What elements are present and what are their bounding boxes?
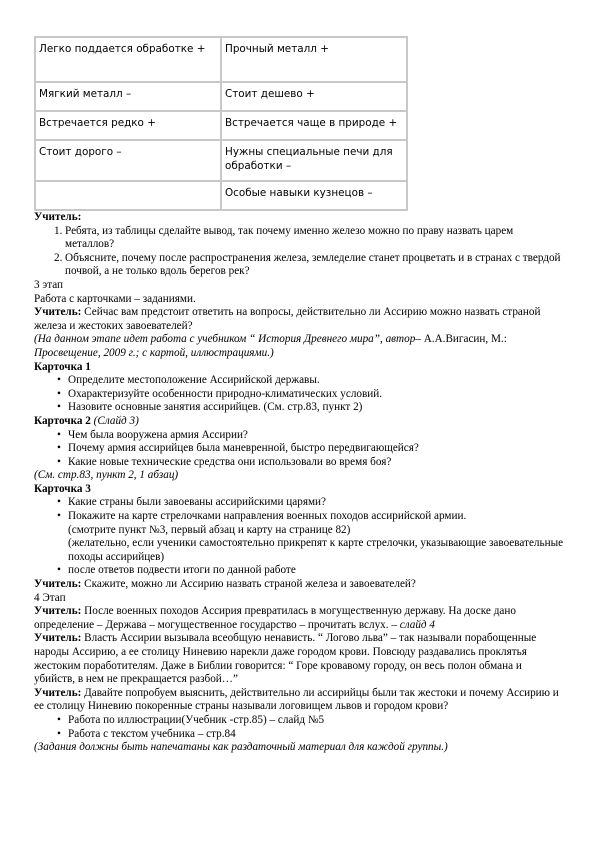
card-title: Карточка 3 (34, 482, 91, 495)
list-item-text: Какие страны были завоеваны ассирийскими царями? (68, 496, 327, 509)
teacher-paragraph (34, 578, 564, 592)
table-cell (35, 181, 221, 210)
card-title (34, 415, 564, 429)
list-item-text: после ответов подвести итоги по данной работе (68, 564, 296, 577)
list-item-text: Охарактеризуйте особенности природно-климатических условий. (68, 387, 383, 400)
list-number: 1. (54, 224, 63, 237)
table-cell: Стоит дорого – (35, 140, 221, 181)
list-subnote: (желательно, если ученики самостоятельно прикрепят к карте стрелочки, указывающие завоевательные походы ассирийцев) (68, 537, 564, 563)
table-cell: Встречается редко + (35, 111, 221, 140)
list-item-text: Ребята, из таблицы сделайте вывод, так почему именно железо можно по праву назвать царем металлов? (65, 224, 514, 251)
card-title: Карточка 1 (34, 360, 91, 373)
table-cell: Легко поддается обработке + (35, 37, 221, 82)
bullet-icon: • (57, 564, 61, 577)
bullet-icon: • (57, 496, 61, 509)
paragraph-text: После военных походов Ассирия превратилась в могущественную державу. На доске дано определение – Держава – могущественное государство – прочитать вслух. – (34, 605, 516, 631)
list-item-text: Определите местоположение Ассирийской державы. (68, 374, 320, 387)
document-page (34, 36, 564, 755)
list-item-text: Чем была вооружена армия Ассирии? (68, 428, 248, 441)
list-number: 2. (54, 251, 63, 264)
bullet-icon: • (57, 442, 61, 455)
bullet-icon: • (57, 428, 61, 441)
list-item-text: Покажите на карте стрелочками направления военных походов ассирийской армии. (68, 510, 467, 523)
paragraph-text: Власть Ассирии вызывала всеобщую ненависть. “ Логово льва” – так называли порабощенные народы Ассирию, а ее столицу Ниневию нарекли даже городом крови. Повсюду раздавались проклятья жестоким поработителям. Даже в Библии говорится: “ Горе кровавому городу, он весь полон обмана и убийств, в нем не прекращается разбой…” (34, 632, 537, 686)
lesson-text (34, 211, 564, 755)
teacher-paragraph (34, 632, 564, 686)
slide-ref: (Слайд 3) (90, 414, 139, 427)
paragraph-text: Сейчас вам предстоит ответить на вопросы, действительно ли Ассирию можно назвать страной железа и жестоких завоевателей? (34, 306, 541, 332)
list-item (34, 429, 564, 443)
list-item-text: Работа с текстом учебника – стр.84 (68, 727, 236, 740)
teacher-paragraph (34, 605, 564, 632)
note-text: Просвещение, 2009 г.; с картой, иллюстрациями.) (34, 346, 274, 359)
paragraph-text: Давайте попробуем выяснить, действительно ли ассирийцы были так жестоки и почему Ассирию и ее столицу Ниневию покоренные страны называли логовищем львов и городом крови? (34, 686, 559, 713)
stage-heading: 3 этап (34, 278, 64, 291)
teacher-paragraph (34, 306, 564, 333)
note-text: (На данном этапе идет работа с учебником “ История Древнего мира”, автор– (34, 333, 421, 346)
task-list (34, 714, 564, 741)
question-list (34, 225, 564, 279)
card-title-text: Карточка 2 (34, 414, 91, 427)
iron-properties-table (34, 36, 408, 211)
card-list (34, 496, 564, 523)
list-item (34, 225, 564, 252)
list-item (34, 714, 564, 728)
card-list (34, 374, 564, 415)
handout-note: (Задания должны быть напечатаны как раздаточный материал для каждой группы.) (34, 741, 448, 754)
table-cell: Мягкий металл – (35, 82, 221, 111)
list-item (34, 252, 564, 279)
list-item-text: Какие новые технические средства они использовали во время боя? (68, 455, 392, 468)
table-cell: Особые навыки кузнецов – (221, 181, 407, 210)
bullet-icon: • (57, 727, 61, 740)
list-item (34, 728, 564, 742)
list-item (34, 496, 564, 510)
list-item (34, 401, 564, 415)
bullet-icon: • (57, 374, 61, 387)
card-list (34, 429, 564, 470)
bullet-icon: • (57, 510, 61, 523)
teacher-label: Учитель: (34, 605, 82, 618)
table-row (35, 111, 407, 140)
bullet-icon: • (57, 387, 61, 400)
table-cell: Нужны специальные печи для обработки – (221, 140, 407, 181)
table-row (35, 82, 407, 111)
stage-heading: 4 Этап (34, 591, 66, 604)
bullet-icon: • (57, 713, 61, 726)
stage-subtitle: Работа с карточками – заданиями. (34, 292, 196, 305)
paragraph-text: Скажите, можно ли Ассирию назвать страной железа и завоевателей? (81, 578, 416, 591)
table-cell: Прочный металл + (221, 37, 407, 82)
list-subnote: (смотрите пункт №3, первый абзац и карту на странице 82) (68, 523, 351, 536)
list-item (34, 388, 564, 402)
table-row (35, 37, 407, 82)
list-item-text: Назовите основные занятия ассирийцев. (См. стр.83, пункт 2) (68, 401, 363, 414)
list-item-text: Работа по иллюстрации(Учебник -стр.85) – слайд №5 (68, 713, 325, 726)
teacher-label: Учитель: (34, 632, 82, 645)
list-item (34, 564, 564, 578)
teacher-label: Учитель: (34, 578, 82, 591)
table-row (35, 140, 407, 181)
note-author: А.А.Вигасин, М.: (420, 333, 507, 346)
card-note: (См. стр.83, пункт 2, 1 абзац) (34, 469, 179, 482)
bullet-icon: • (57, 455, 61, 468)
teacher-label: Учитель: (34, 686, 82, 699)
list-item (34, 442, 564, 456)
table-cell: Встречается чаще в природе + (221, 111, 407, 140)
list-item-text: Почему армия ассирийцев была маневренной, быстро передвигающейся? (68, 442, 419, 455)
card-list (34, 564, 564, 578)
list-item (34, 374, 564, 388)
teacher-label: Учитель: (34, 306, 82, 319)
slide-ref: слайд 4 (396, 618, 435, 631)
teacher-paragraph (34, 687, 564, 714)
textbook-note (34, 333, 564, 360)
table-row (35, 181, 407, 210)
teacher-label: Учитель: (34, 211, 82, 223)
list-item-text: Объясните, почему после распространения железа, земледелие станет процветать и в странах с твердой почвой, а не только вдоль берегов рек? (65, 251, 561, 278)
list-item (34, 510, 564, 524)
bullet-icon: • (57, 401, 61, 414)
list-item (34, 456, 564, 470)
table-cell: Стоит дешево + (221, 82, 407, 111)
